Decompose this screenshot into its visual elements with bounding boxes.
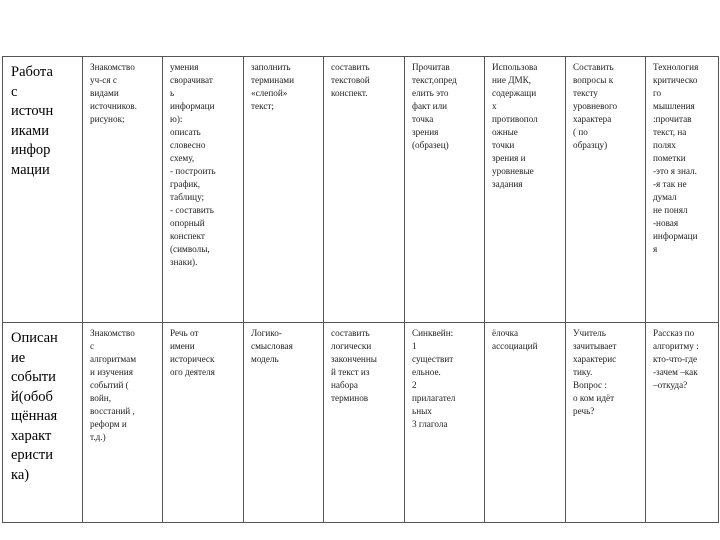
table-cell: Использова ние ДМК, содержащи х противопол ожные точки зрения и уровневые задания — [485, 57, 566, 323]
table-row — [3, 57, 719, 323]
row-heading-cell: Работа с источн иками инфор мации — [3, 57, 83, 323]
table-cell: Знакомство уч-ся с видами источников. рисунок; — [83, 57, 163, 323]
table-cell: Синквейн: 1 существит ельное. 2 прилагател ьных 3 глагола — [405, 323, 485, 523]
table-cell: ёлочка ассоциаций — [485, 323, 566, 523]
row-heading-cell: Описан ие событи й(обоб щённая характ еристи ка) — [3, 323, 83, 523]
table-cell: составить текстовой конспект. — [324, 57, 405, 323]
table-cell: Рассказ по алгоритму : кто-что-где -зачем –как –откуда? — [646, 323, 719, 523]
table-cell: умения сворачиват ь информаци ю): описать словесно схему, - построить график, таблицу; - составить опорный конспект (символы, знаки). — [163, 57, 244, 323]
table-cell: составить логически законченны й текст из набора терминов — [324, 323, 405, 523]
table-cell: Речь от имени историческ ого деятеля — [163, 323, 244, 523]
table-row — [3, 323, 719, 523]
table-cell: Прочитав текст,опред елить это факт или точка зрения (образец) — [405, 57, 485, 323]
table-cell: Учитель зачитывает характерис тику. Вопрос : о ком идёт речь? — [566, 323, 646, 523]
table-cell: Логико- смысловая модель — [244, 323, 324, 523]
table-cell: Составить вопросы к тексту уровневого характера ( по образцу) — [566, 57, 646, 323]
table-cell: Знакомство с алгоритмам и изучения событий ( войн, восстаний , реформ и т.д.) — [83, 323, 163, 523]
table-cell: заполнить терминами «слепой» текст; — [244, 57, 324, 323]
methods-table — [2, 56, 719, 523]
table-cell: Технология критическо го мышления :прочитав текст, на полях пометки -это я знал. -я так не думал не понял -новая информаци я — [646, 57, 719, 323]
